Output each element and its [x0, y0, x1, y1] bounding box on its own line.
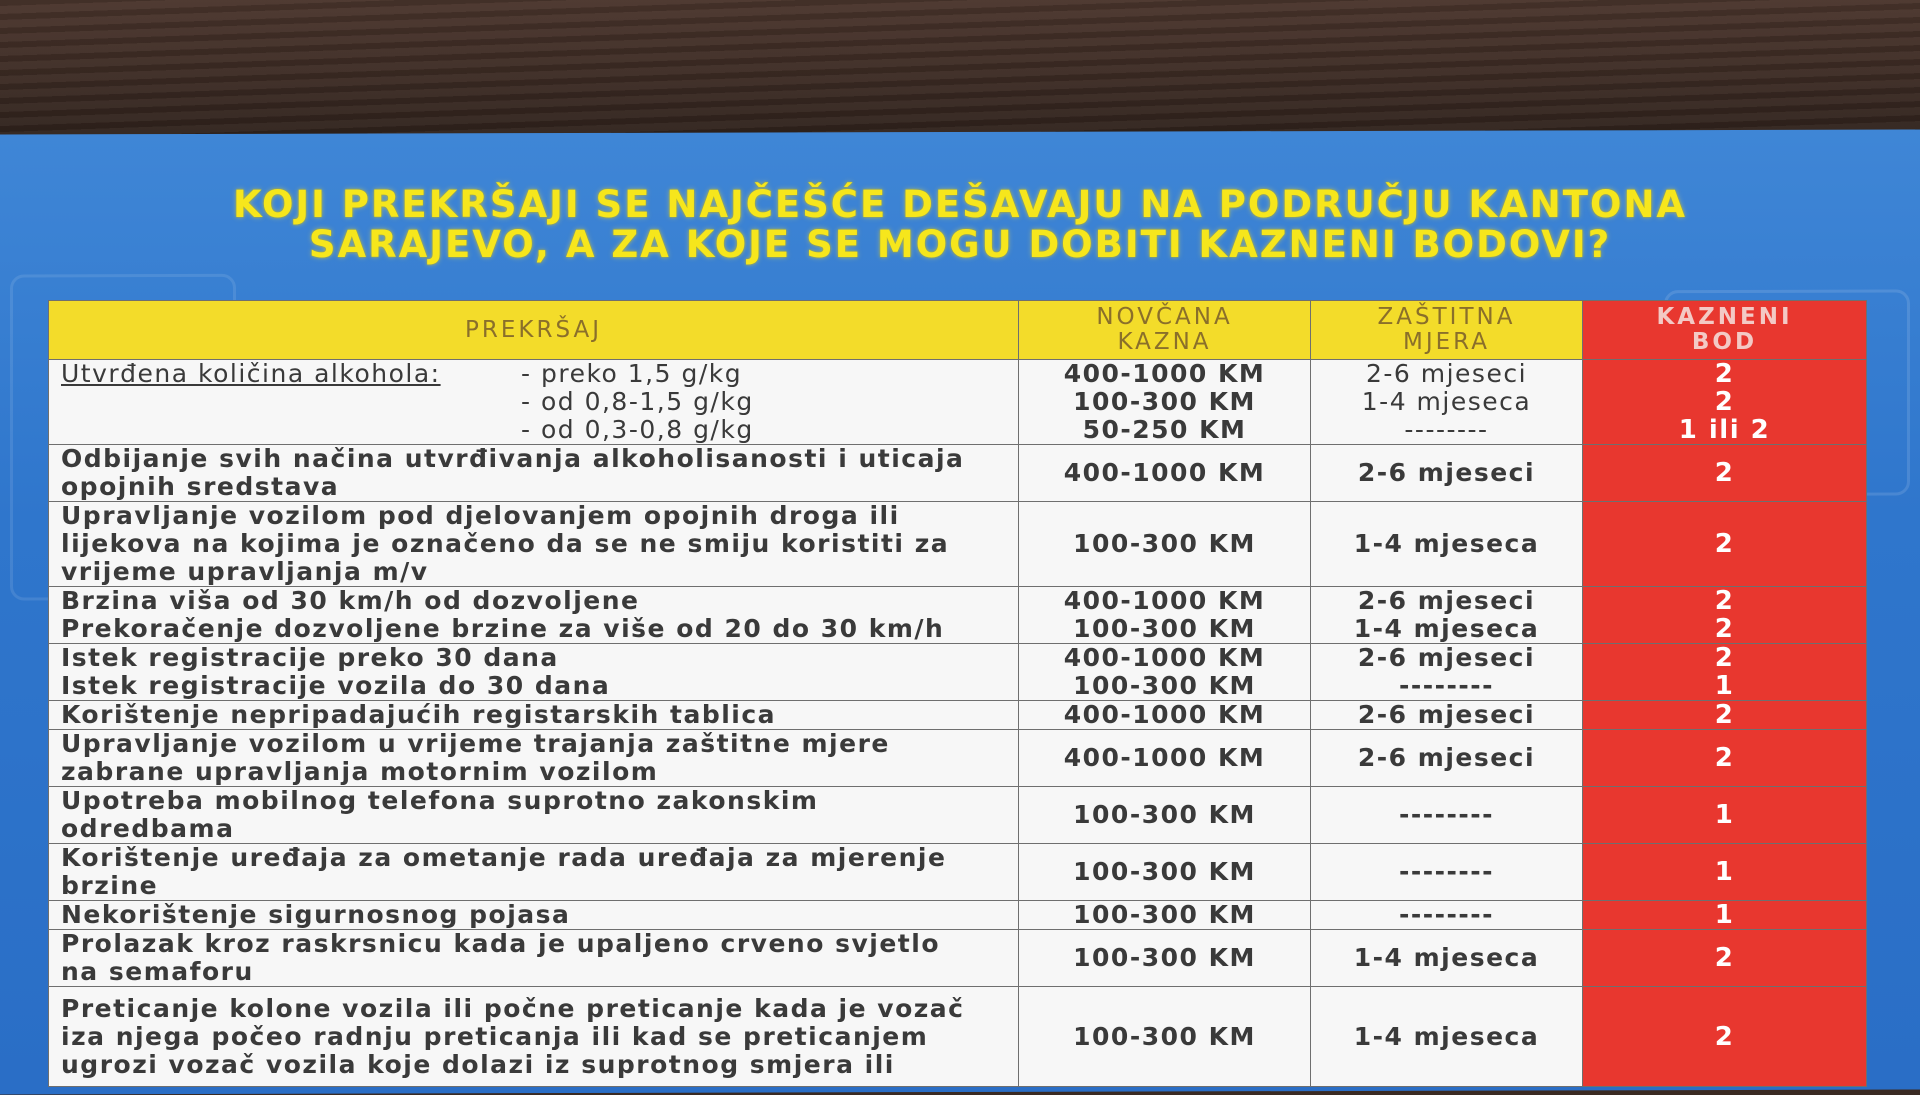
cell-mjera: 2-6 mjeseci — [1311, 730, 1583, 787]
table-row — [49, 787, 1867, 844]
penalty-table — [48, 300, 1867, 1087]
cell-kazna: 400-1000 KM 100-300 KM — [1019, 644, 1311, 701]
cell-bod: 2 1 — [1583, 644, 1867, 701]
cell-prekrsaj: Istek registracije preko 30 dana Istek registracije vozila do 30 dana — [49, 644, 1019, 701]
table-row — [49, 844, 1867, 901]
table-row — [49, 502, 1867, 587]
cell-bod: 1 — [1583, 787, 1867, 844]
wooden-table-background — [0, 0, 1920, 140]
cell-kazna: 400-1000 KM — [1019, 445, 1311, 502]
table-header-row — [49, 301, 1867, 360]
cell-mjera: 2-6 mjeseci -------- — [1311, 644, 1583, 701]
cell-bod: 2 — [1583, 730, 1867, 787]
cell-mjera: 2-6 mjeseci 1-4 mjeseca — [1311, 587, 1583, 644]
cell-mjera: 2-6 mjeseci — [1311, 445, 1583, 502]
cell-mjera: -------- — [1311, 844, 1583, 901]
title-line-1: KOJI PREKRŠAJI SE NAJČEŠĆE DEŠAVAJU NA PODRUČJU KANTONA — [232, 183, 1688, 226]
cell-kazna: 400-1000 KM — [1019, 730, 1311, 787]
header-bod: KAZNENI BOD — [1583, 301, 1867, 360]
cell-kazna: 100-300 KM — [1019, 930, 1311, 987]
table-row — [49, 730, 1867, 787]
table-row — [49, 587, 1867, 644]
cell-prekrsaj: Preticanje kolone vozila ili počne preticanje kada je vozač iza njega počeo radnju preticanja ili kad se preticanjem ugrozi vozač vozila koje dolazi iz suprotnog smjera ili — [49, 987, 1019, 1087]
header-kazna: NOVČANA KAZNA — [1019, 301, 1311, 360]
cell-prekrsaj: Nekorištenje sigurnosnog pojasa — [49, 901, 1019, 930]
cell-bod: 2 2 — [1583, 587, 1867, 644]
cell-kazna: 400-1000 KM — [1019, 701, 1311, 730]
cell-alcohol-mjera: 2-6 mjeseci 1-4 mjeseca -------- — [1311, 360, 1583, 445]
cell-prekrsaj: Prolazak kroz raskrsnicu kada je upaljeno crveno svjetlo na semaforu — [49, 930, 1019, 987]
cell-mjera: -------- — [1311, 901, 1583, 930]
table-row — [49, 987, 1867, 1087]
poster-title — [0, 185, 1920, 265]
alcohol-label: Utvrđena količina alkohola: — [61, 359, 441, 388]
cell-alcohol-kazna: 400-1000 KM 100-300 KM 50-250 KM — [1019, 360, 1311, 445]
cell-prekrsaj: Brzina viša od 30 km/h od dozvoljene Prekoračenje dozvoljene brzine za više od 20 do 30 km/h — [49, 587, 1019, 644]
cell-bod: 2 — [1583, 445, 1867, 502]
cell-kazna: 100-300 KM — [1019, 844, 1311, 901]
table-row — [49, 701, 1867, 730]
cell-prekrsaj: Korištenje nepripadajućih registarskih tablica — [49, 701, 1019, 730]
cell-mjera: 1-4 mjeseca — [1311, 987, 1583, 1087]
cell-bod: 1 — [1583, 901, 1867, 930]
cell-prekrsaj: Odbijanje svih načina utvrđivanja alkoholisanosti i uticaja opojnih sredstava — [49, 445, 1019, 502]
cell-bod: 2 — [1583, 930, 1867, 987]
cell-bod: 1 — [1583, 844, 1867, 901]
cell-kazna: 100-300 KM — [1019, 987, 1311, 1087]
header-prekrsaj: PREKRŠAJ — [49, 301, 1019, 360]
table-row-alcohol — [49, 360, 1867, 445]
title-line-2: SARAJEVO, A ZA KOJE SE MOGU DOBITI KAZNENI BODOVI? — [308, 223, 1612, 266]
cell-bod: 2 — [1583, 701, 1867, 730]
cell-kazna: 100-300 KM — [1019, 787, 1311, 844]
header-mjera: ZAŠTITNA MJERA — [1311, 301, 1583, 360]
cell-kazna: 400-1000 KM 100-300 KM — [1019, 587, 1311, 644]
cell-mjera: 1-4 mjeseca — [1311, 502, 1583, 587]
cell-prekrsaj: Upotreba mobilnog telefona suprotno zakonskim odredbama — [49, 787, 1019, 844]
cell-alcohol-prekrsaj: Utvrđena količina alkohola: - preko 1,5 g/kg - od 0,8-1,5 g/kg - od 0,3-0,8 g/kg — [49, 360, 1019, 445]
table-row — [49, 930, 1867, 987]
cell-prekrsaj: Upravljanje vozilom pod djelovanjem opojnih droga ili lijekova na kojima je označeno da se ne smiju koristiti za vrijeme upravljanja m/v — [49, 502, 1019, 587]
cell-mjera: 2-6 mjeseci — [1311, 701, 1583, 730]
cell-kazna: 100-300 KM — [1019, 901, 1311, 930]
cell-prekrsaj: Upravljanje vozilom u vrijeme trajanja zaštitne mjere zabrane upravljanja motornim vozilom — [49, 730, 1019, 787]
cell-alcohol-bod: 2 2 1 ili 2 — [1583, 360, 1867, 445]
cell-kazna: 100-300 KM — [1019, 502, 1311, 587]
cell-prekrsaj: Korištenje uređaja za ometanje rada uređaja za mjerenje brzine — [49, 844, 1019, 901]
cell-bod: 2 — [1583, 987, 1867, 1087]
cell-mjera: -------- — [1311, 787, 1583, 844]
cell-bod: 2 — [1583, 502, 1867, 587]
table-row — [49, 901, 1867, 930]
cell-mjera: 1-4 mjeseca — [1311, 930, 1583, 987]
table-row — [49, 644, 1867, 701]
table-row — [49, 445, 1867, 502]
